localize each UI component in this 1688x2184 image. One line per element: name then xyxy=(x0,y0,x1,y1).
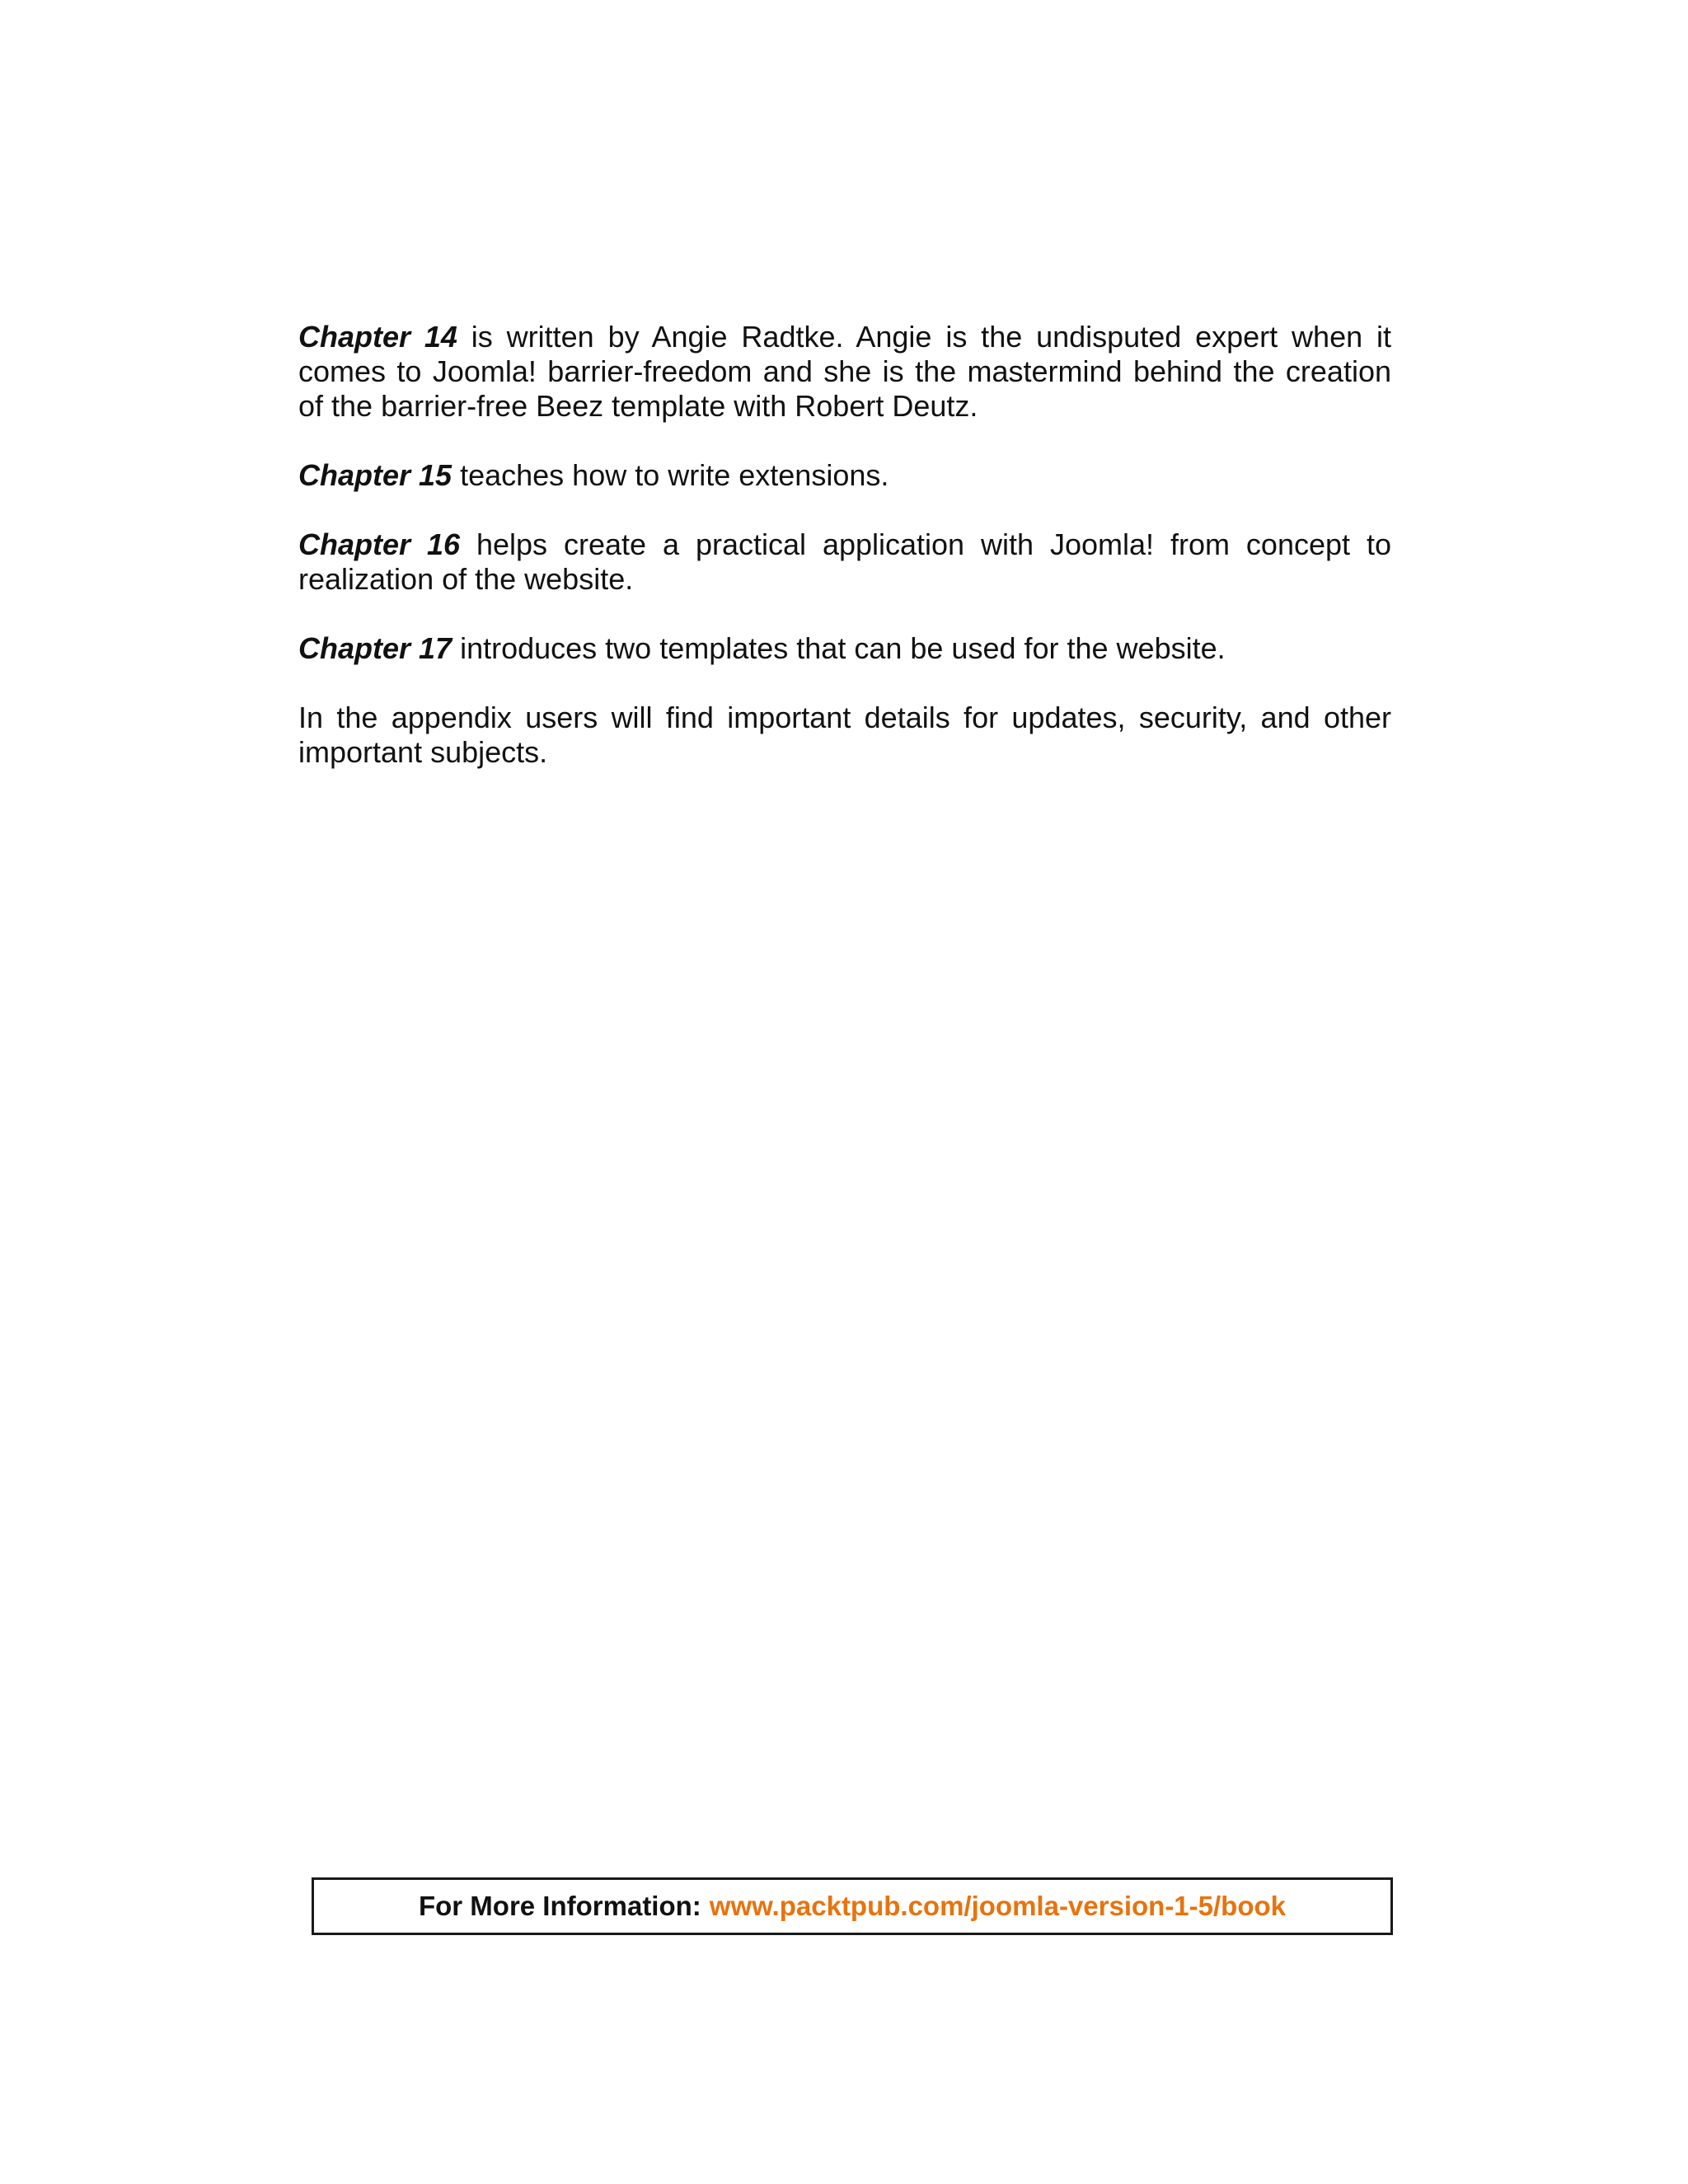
page-content xyxy=(298,320,1391,804)
chapter-label: Chapter 17 xyxy=(298,631,452,665)
paragraph-text: In the appendix users will find important details for updates, security, and other important subjects. xyxy=(298,701,1391,769)
paragraph-chapter-17 xyxy=(298,631,1391,666)
paragraph-text: introduces two templates that can be used for the website. xyxy=(452,631,1226,665)
footer-label: For More Information: xyxy=(418,1891,701,1921)
paragraph-chapter-15 xyxy=(298,458,1391,493)
chapter-label: Chapter 15 xyxy=(298,458,452,492)
paragraph-chapter-14 xyxy=(298,320,1391,424)
paragraph-text: helps create a practical application with Joomla! from concept to realization of the website. xyxy=(298,527,1391,596)
paragraph-text: teaches how to write extensions. xyxy=(452,458,889,492)
chapter-label: Chapter 16 xyxy=(298,527,461,561)
paragraph-chapter-16 xyxy=(298,527,1391,597)
paragraph-appendix xyxy=(298,701,1391,770)
more-information-box xyxy=(312,1877,1393,1935)
chapter-label: Chapter 14 xyxy=(298,320,457,354)
paragraph-text: is written by Angie Radtke. Angie is the undisputed expert when it comes to Joomla! barrier-freedom and she is the mastermind behind the creation of the barrier-free Beez template with Robert Deutz. xyxy=(298,320,1391,423)
packtpub-link[interactable]: www.packtpub.com/joomla-version-1-5/book xyxy=(709,1891,1287,1921)
